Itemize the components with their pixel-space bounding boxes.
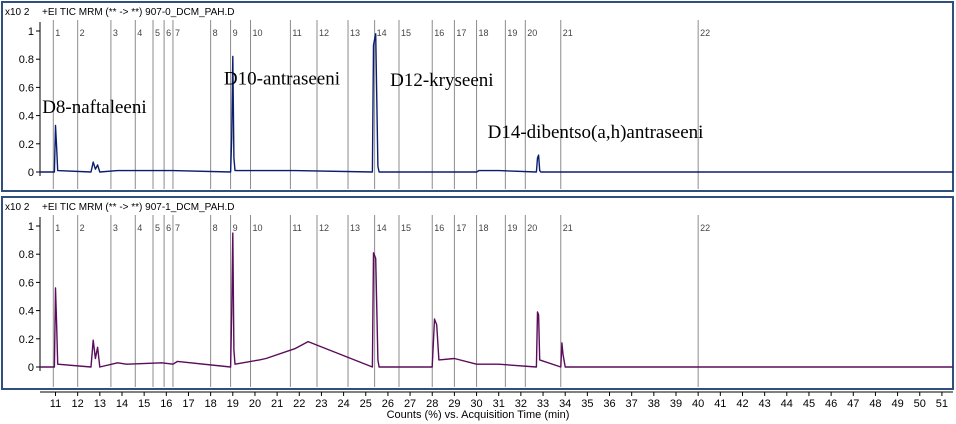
x-tick-label: 35	[581, 398, 594, 410]
segment-marker-label: 2	[79, 28, 85, 38]
x-tick-label: 26	[381, 398, 395, 410]
x-tick-label: 19	[226, 398, 239, 410]
x-tick-label: 48	[869, 398, 882, 410]
chart-title: +EI TIC MRM (** -> **) 907-0_DCM_PAH.D	[42, 7, 235, 18]
x-tick-label: 17	[182, 398, 195, 410]
segment-marker-label: 3	[112, 28, 118, 38]
x-tick-label: 13	[93, 398, 106, 410]
x-tick-label: 45	[802, 398, 816, 410]
segment-marker-label: 12	[319, 223, 330, 233]
segment-marker-label: 13	[350, 28, 361, 38]
peak-annotation: D14-dibentso(a,h)antraseeni	[487, 122, 704, 144]
x-tick-label: 14	[115, 398, 129, 410]
x-tick-label: 46	[824, 398, 838, 410]
segment-marker-label: 15	[400, 28, 412, 38]
x-tick-label: 47	[847, 398, 860, 410]
x-tick-label: 33	[536, 398, 550, 410]
x-tick-label: 20	[248, 398, 262, 410]
x-tick-label: 44	[780, 398, 793, 410]
segment-marker-label: 4	[137, 28, 143, 38]
segment-marker-label: 11	[292, 28, 302, 38]
chart-panel-1	[2, 2, 953, 191]
segment-marker-label: 9	[232, 28, 238, 38]
segment-marker-label: 16	[434, 28, 445, 38]
x-tick-label: 41	[714, 398, 727, 410]
x-tick-label: 23	[315, 398, 328, 410]
x-tick-label: 37	[625, 398, 638, 410]
y-tick-label: 0	[27, 362, 34, 374]
segment-marker-label: 14	[376, 223, 387, 233]
segment-marker-label: 18	[478, 223, 489, 233]
x-tick-label: 34	[559, 398, 572, 410]
y-tick-label: 0.6	[18, 82, 34, 95]
segment-marker-label: 7	[174, 28, 180, 38]
segment-marker-label: 20	[527, 28, 538, 38]
x-axis-label: Counts (%) vs. Acquisition Time (min)	[386, 409, 570, 421]
x-tick-label: 49	[891, 398, 904, 410]
x-tick-label: 15	[138, 398, 151, 410]
segment-marker-label: 16	[434, 223, 445, 233]
segment-marker-label: 22	[700, 28, 711, 38]
segment-marker-label: 1	[55, 28, 61, 38]
segment-marker-label: 17	[456, 223, 467, 233]
x-tick-label: 43	[758, 398, 771, 410]
y-tick-label: 0.4	[18, 110, 34, 123]
segment-marker-label: 14	[376, 28, 387, 38]
y-tick-label: 0.6	[18, 277, 34, 290]
chart-title: +EI TIC MRM (** -> **) 907-1_DCM_PAH.D	[42, 202, 235, 213]
y-tick-label: 0	[27, 167, 34, 179]
segment-marker-label: 19	[507, 223, 518, 233]
x-tick-label: 29	[448, 398, 461, 410]
segment-marker-label: 12	[319, 28, 330, 38]
segment-marker-label: 18	[478, 28, 489, 38]
segment-marker-label: 19	[507, 28, 518, 38]
segment-marker-label: 1	[55, 223, 61, 233]
segment-marker-label: 4	[137, 223, 143, 233]
x-tick-label: 31	[492, 398, 505, 410]
x-tick-label: 18	[204, 398, 217, 410]
segment-marker-label: 21	[562, 28, 573, 38]
x-tick-label: 50	[913, 398, 926, 410]
segment-marker-label: 6	[166, 28, 172, 38]
segment-marker-label: 11	[292, 223, 302, 233]
x-tick-label: 16	[160, 398, 173, 410]
x-tick-label: 27	[403, 398, 417, 410]
y-tick-label: 0.2	[18, 138, 34, 151]
segment-marker-label: 8	[212, 223, 218, 233]
x-tick-label: 24	[337, 398, 350, 410]
segment-marker-label: 21	[562, 223, 573, 233]
segment-marker-label: 5	[155, 28, 161, 38]
segment-marker-label: 15	[400, 223, 412, 233]
y-tick-label: 1	[27, 221, 34, 233]
y-tick-label: 0.8	[18, 54, 34, 67]
x-tick-label: 12	[71, 398, 84, 410]
y-tick-label: 0.2	[18, 333, 34, 346]
x-tick-label: 25	[359, 398, 372, 410]
x-tick-label: 30	[470, 398, 483, 410]
segment-marker-label: 5	[155, 223, 161, 233]
segment-marker-label: 6	[166, 223, 172, 233]
segment-marker-label: 17	[456, 28, 467, 38]
y-tick-label: 0.4	[18, 305, 34, 318]
y-scale-label: x10 2	[5, 7, 30, 18]
segment-marker-label: 8	[212, 28, 218, 38]
segment-marker-label: 9	[232, 223, 238, 233]
x-tick-label: 36	[603, 398, 616, 410]
x-tick-label: 32	[514, 398, 528, 410]
peak-annotation: D12-kryseeni	[390, 69, 494, 91]
x-tick-label: 11	[49, 398, 62, 410]
y-tick-label: 1	[27, 26, 34, 38]
x-tick-label: 40	[692, 398, 705, 410]
x-tick-label: 51	[935, 398, 949, 410]
y-scale-label: x10 2	[5, 202, 30, 213]
x-tick-label: 38	[647, 398, 660, 410]
segment-marker-label: 20	[527, 223, 538, 233]
segment-marker-label: 7	[174, 223, 180, 233]
segment-marker-label: 22	[700, 223, 711, 233]
segment-marker-label: 13	[350, 223, 361, 233]
x-tick-label: 21	[270, 398, 284, 410]
segment-marker-label: 10	[252, 28, 263, 38]
x-tick-label: 28	[426, 398, 439, 410]
chart-panel-2	[2, 197, 953, 389]
peak-annotation: D8-naftaleeni	[42, 96, 147, 118]
segment-marker-label: 3	[112, 223, 118, 233]
peak-annotation: D10-antraseeni	[223, 68, 340, 90]
segment-marker-label: 10	[252, 223, 263, 233]
x-tick-label: 39	[669, 398, 683, 410]
panel-frame	[2, 197, 953, 389]
segment-marker-label: 2	[79, 223, 85, 233]
y-tick-label: 0.8	[18, 249, 34, 262]
x-tick-label: 22	[293, 398, 306, 410]
x-tick-label: 42	[736, 398, 749, 410]
